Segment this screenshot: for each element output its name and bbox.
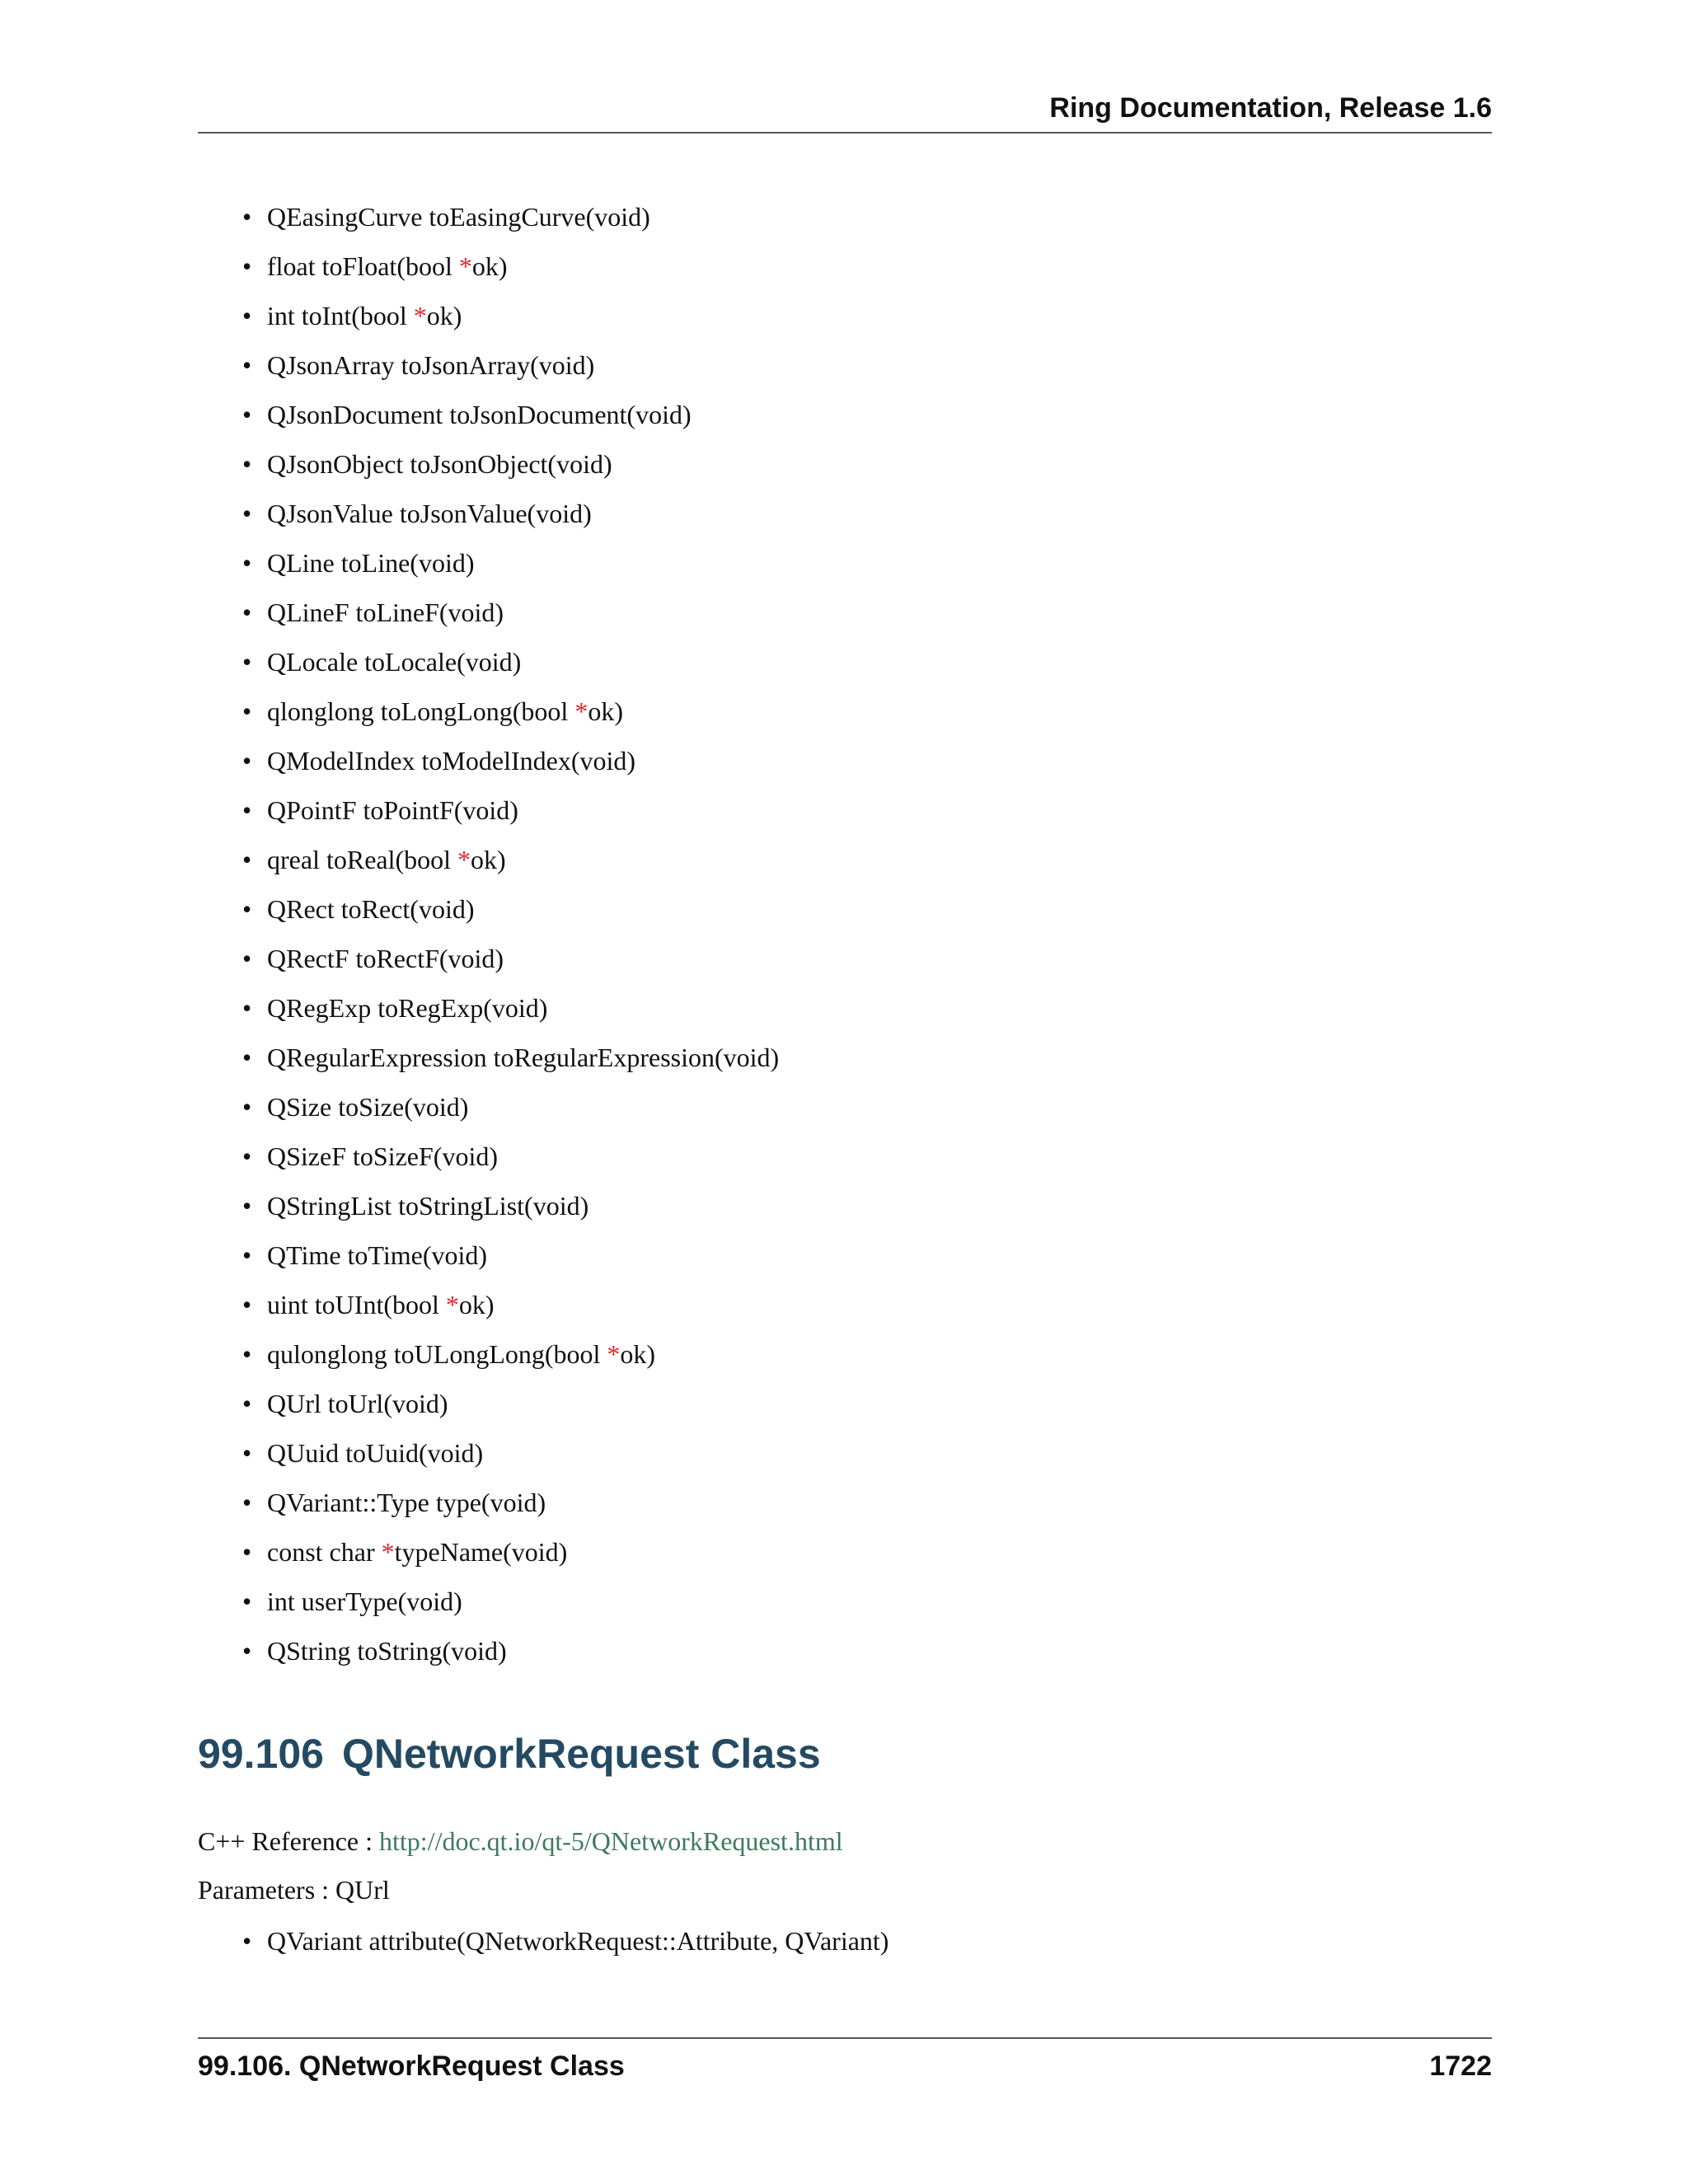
bullet-icon: • [242, 499, 252, 528]
pointer-asterisk: * [457, 845, 471, 874]
list-item [0, 736, 779, 785]
page-header [198, 92, 1492, 134]
list-item [0, 1230, 779, 1280]
method-signature-text: QModelIndex toModelIndex(void) [267, 746, 636, 776]
method-signature-text: QJsonArray toJsonArray(void) [267, 350, 595, 380]
list-item [0, 1082, 779, 1132]
list-item [0, 291, 779, 340]
list-item [0, 1428, 779, 1478]
method-signature-text: QEasingCurve toEasingCurve(void) [267, 202, 650, 232]
bullet-icon: • [242, 1191, 252, 1221]
bullet-icon: • [242, 795, 252, 825]
bullet-icon: • [242, 845, 252, 874]
method-signature-text: uint toUInt(bool [267, 1290, 446, 1319]
list-item [0, 1181, 779, 1230]
bullet-icon: • [242, 1389, 252, 1418]
method-signature-tail: ok) [588, 696, 623, 726]
method-signature-text: QJsonDocument toJsonDocument(void) [267, 400, 692, 429]
method-signature-text: QRegExp toRegExp(void) [267, 993, 548, 1023]
bullet-icon: • [242, 1926, 252, 1956]
bullet-icon: • [242, 1092, 252, 1122]
page-footer [198, 2037, 1492, 2088]
method-signature-tail: ok) [426, 301, 462, 330]
bullet-icon: • [242, 1043, 252, 1072]
bullet-icon: • [242, 746, 252, 776]
list-item [0, 1280, 779, 1329]
reference-label: C++ Reference : [198, 1826, 379, 1856]
page-number: 1722 [1429, 2050, 1492, 2082]
list-item [0, 340, 779, 390]
bullet-icon: • [242, 696, 252, 726]
pointer-asterisk: * [458, 251, 472, 281]
bullet-icon: • [242, 400, 252, 429]
list-item [0, 538, 779, 588]
list-item [0, 785, 779, 835]
pointer-asterisk: * [381, 1537, 395, 1567]
reference-link[interactable]: http://doc.qt.io/qt-5/QNetworkRequest.html [379, 1826, 843, 1856]
method-signature-text: int userType(void) [267, 1586, 462, 1616]
pointer-asterisk: * [413, 301, 427, 330]
list-item [0, 439, 779, 489]
list-item [0, 1329, 779, 1379]
list-item [0, 934, 779, 983]
list-item [0, 1527, 779, 1577]
bullet-icon: • [242, 1141, 252, 1171]
method-signature-text: QUuid toUuid(void) [267, 1438, 484, 1468]
method-signature-text: QStringList toStringList(void) [267, 1191, 589, 1221]
method-signature-text: QUrl toUrl(void) [267, 1389, 448, 1418]
method-signature-text: QString toString(void) [267, 1636, 507, 1666]
method-signature-text: QSize toSize(void) [267, 1092, 469, 1122]
list-item [0, 1916, 889, 1966]
method-signature-text: QLocale toLocale(void) [267, 647, 522, 677]
bullet-icon: • [242, 301, 252, 330]
method-signature-text: float toFloat(bool [267, 251, 459, 281]
bullet-icon: • [242, 548, 252, 578]
bullet-icon: • [242, 202, 252, 232]
footer-section-title: 99.106. QNetworkRequest Class [198, 2050, 625, 2082]
list-item [0, 390, 779, 439]
list-item [0, 1478, 779, 1527]
list-item [0, 1132, 779, 1181]
method-signature-tail: ok) [620, 1339, 656, 1369]
list-item [0, 983, 779, 1033]
method-signature-text: QPointF toPointF(void) [267, 795, 518, 825]
method-signature-text: int toInt(bool [267, 301, 414, 330]
bullet-icon: • [242, 944, 252, 973]
bullet-icon: • [242, 350, 252, 380]
method-signature-tail: ok) [471, 251, 508, 281]
method-signature-text: const char [267, 1537, 382, 1567]
bullet-icon: • [242, 1339, 252, 1369]
bullet-icon: • [242, 1586, 252, 1616]
bullet-icon: • [242, 1537, 252, 1567]
bullet-icon: • [242, 1488, 252, 1517]
bullet-icon: • [242, 449, 252, 479]
bullet-icon: • [242, 1240, 252, 1270]
method-list-network-request [0, 1916, 889, 1966]
list-item [0, 884, 779, 934]
list-item [0, 588, 779, 637]
pointer-asterisk: * [574, 696, 588, 726]
list-item [0, 637, 779, 687]
bullet-icon: • [242, 1438, 252, 1468]
method-list [0, 192, 779, 1675]
bullet-icon: • [242, 894, 252, 924]
method-signature-text: QRect toRect(void) [267, 894, 475, 924]
parameters-line: Parameters : QUrl [198, 1875, 390, 1905]
list-item [0, 192, 779, 241]
method-signature-text: QRegularExpression toRegularExpression(void) [267, 1043, 780, 1072]
method-signature-text: QLineF toLineF(void) [267, 598, 504, 627]
method-signature-text: qlonglong toLongLong(bool [267, 696, 575, 726]
method-signature-tail: ok) [458, 1290, 495, 1319]
header-title: Ring Documentation, Release 1.6 [1049, 92, 1492, 124]
list-item [0, 489, 779, 538]
list-item [0, 1577, 779, 1626]
method-signature-text: QTime toTime(void) [267, 1240, 488, 1270]
bullet-icon: • [242, 1636, 252, 1666]
bullet-icon: • [242, 598, 252, 627]
method-signature-text: QSizeF toSizeF(void) [267, 1141, 498, 1171]
pointer-asterisk: * [607, 1339, 621, 1369]
bullet-icon: • [242, 251, 252, 281]
list-item [0, 1033, 779, 1082]
section-heading [198, 1725, 821, 1783]
list-item [0, 241, 779, 291]
method-signature-text: QLine toLine(void) [267, 548, 475, 578]
cpp-reference-line [198, 1823, 843, 1859]
method-signature-text: qreal toReal(bool [267, 845, 458, 874]
method-signature-text: qulonglong toULongLong(bool [267, 1339, 607, 1369]
section-number: 99.106 [198, 1731, 324, 1777]
list-item [0, 835, 779, 884]
bullet-icon: • [242, 1290, 252, 1319]
method-signature-text: QJsonObject toJsonObject(void) [267, 449, 612, 479]
bullet-icon: • [242, 993, 252, 1023]
list-item [0, 1379, 779, 1428]
method-signature-text: QVariant attribute(QNetworkRequest::Attribute, QVariant) [267, 1926, 889, 1956]
method-signature-text: QJsonValue toJsonValue(void) [267, 499, 592, 528]
list-item [0, 687, 779, 736]
method-signature-tail: typeName(void) [394, 1537, 568, 1567]
bullet-icon: • [242, 647, 252, 677]
method-signature-tail: ok) [471, 845, 506, 874]
method-signature-text: QVariant::Type type(void) [267, 1488, 546, 1517]
section-title: QNetworkRequest Class [341, 1731, 821, 1777]
method-signature-text: QRectF toRectF(void) [267, 944, 504, 973]
list-item [0, 1626, 779, 1675]
pointer-asterisk: * [445, 1290, 459, 1319]
